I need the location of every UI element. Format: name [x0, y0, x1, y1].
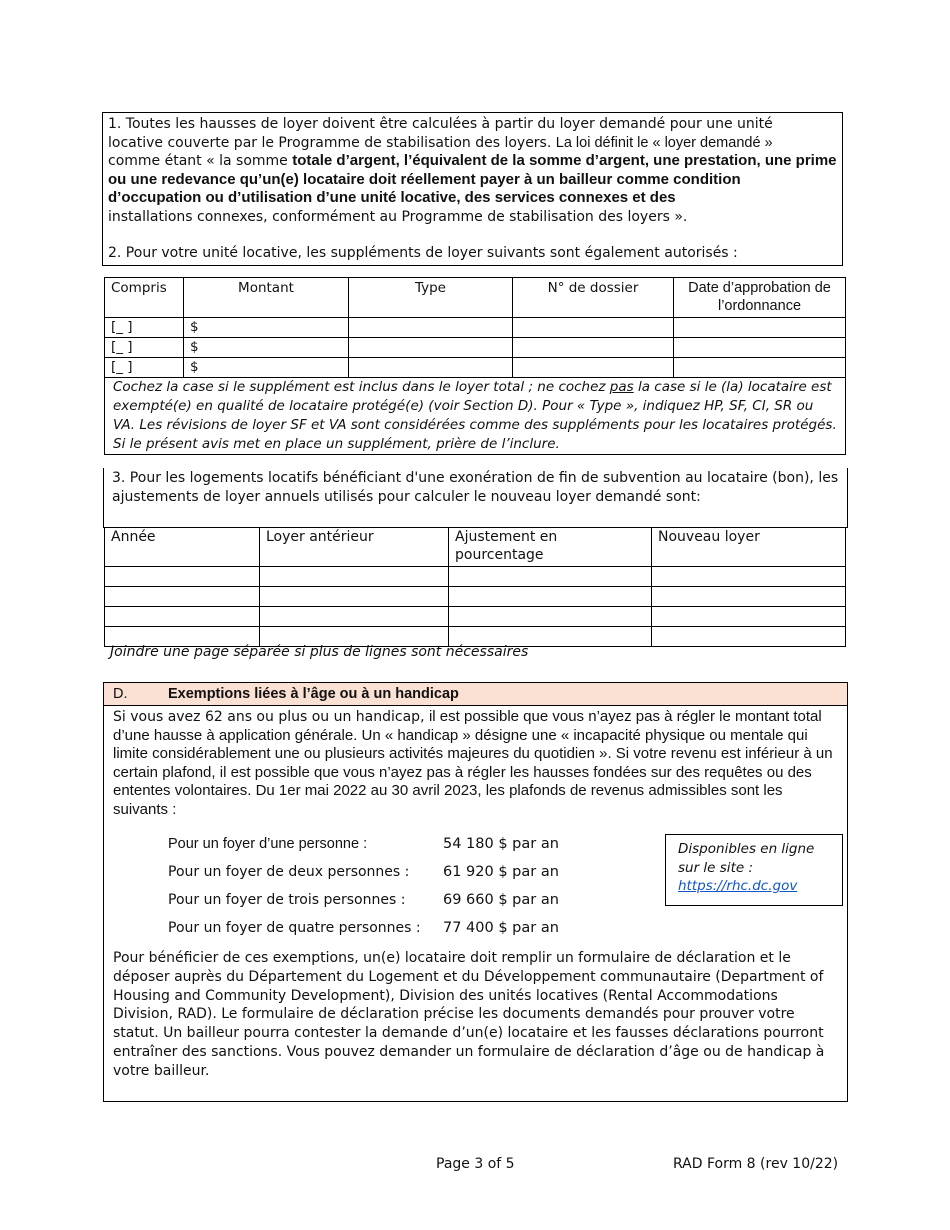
year-field[interactable]: [105, 587, 260, 607]
note-part-b: la case si le (la) locataire est exempté(e) en qualité de locataire protégé(e) (voir Section D). Pour « Type », indiquez HP, SF, CI, SR ou VA. Les révisions de loyer SF et VA sont considérées comme des suppléments pour les locataires protégés. Si le présent avis met en place un supplément, prière de l’inclure.: [113, 379, 837, 452]
section-title: Exemptions liées à l’âge ou à un handicap: [168, 686, 459, 702]
col-type: Type: [349, 278, 513, 318]
amount-field[interactable]: $: [184, 358, 349, 378]
include-checkbox[interactable]: [_ ]: [105, 358, 184, 378]
include-checkbox[interactable]: [_ ]: [105, 338, 184, 358]
year-field[interactable]: [105, 607, 260, 627]
section-3-voucher-box: 3. Pour les logements locatifs bénéficiant d'une exonération de fin de subvention au locataire (bon), les ajustements de loyer annuels utilisés pour calculer le nouveau loyer demandé sont:: [103, 468, 848, 528]
supplements-note: [105, 378, 846, 455]
col-date-approbation: Date d’approbation de l’ordonnance: [674, 278, 846, 318]
col-nouveau-loyer: Nouveau loyer: [652, 528, 846, 567]
section-1-bold-definition: totale d’argent, l’équivalent de la somme d’argent, une prestation, une prime ou une redevance qu’un(e) locataire doit réellement payer à un bailleur comme condition d’occupation ou d’utilisation d’une unité locative, des services connexes et des: [108, 152, 837, 206]
page-number: Page 3 of 5: [436, 1156, 515, 1172]
household-size-label: Pour un foyer de deux personnes :: [168, 864, 410, 880]
income-limit-value: 69 660 $ par an: [443, 892, 559, 908]
case-number-field[interactable]: [513, 318, 674, 338]
section-1-line1: 1. Toutes les hausses de loyer doivent être calculées à partir du loyer demandé pour une unité: [108, 116, 773, 132]
col-ajustement: Ajustement en pourcentage: [449, 528, 652, 567]
section-2-intro: 2. Pour votre unité locative, les suppléments de loyer suivants sont également autorisés :: [108, 245, 738, 261]
online-text: Disponibles en ligne sur le site :: [678, 841, 815, 876]
supplements-note-row: [105, 378, 846, 455]
year-field[interactable]: [105, 567, 260, 587]
percent-adjustment-field[interactable]: [449, 587, 652, 607]
previous-rent-field[interactable]: [260, 567, 449, 587]
col-compris: Compris: [105, 278, 184, 318]
amount-field[interactable]: $: [184, 338, 349, 358]
new-rent-field[interactable]: [652, 607, 846, 627]
col-montant: Montant: [184, 278, 349, 318]
previous-rent-field[interactable]: [260, 607, 449, 627]
supplements-table: [104, 277, 846, 455]
case-number-field[interactable]: [513, 338, 674, 358]
income-limit-row: [168, 892, 559, 908]
intro-part-a: Si vous avez 62 ans ou plus ou un handicap,: [113, 709, 429, 725]
supplement-row: [105, 358, 846, 378]
adjustment-row: [105, 567, 846, 587]
section-1-line2b: La loi définit le « loyer demandé »: [555, 134, 773, 151]
supplement-row: [105, 338, 846, 358]
case-number-field[interactable]: [513, 358, 674, 378]
section-d-intro: [104, 706, 847, 819]
type-field[interactable]: [349, 338, 513, 358]
section-letter: D.: [113, 686, 128, 702]
section-1-line-end: installations connexes, conformément au Programme de stabilisation des loyers ».: [108, 208, 688, 225]
col-dossier: N° de dossier: [513, 278, 674, 318]
new-rent-field[interactable]: [652, 627, 846, 647]
form-revision: RAD Form 8 (rev 10/22): [673, 1156, 839, 1172]
percent-adjustment-field[interactable]: [449, 567, 652, 587]
adjustment-row: [105, 587, 846, 607]
section-1-definition: [108, 152, 837, 208]
new-rent-field[interactable]: [652, 587, 846, 607]
section-d-declaration-text: Pour bénéficier de ces exemptions, un(e) locataire doit remplir un formulaire de déclaration et le déposer auprès du Département du Logement et du Développement communautaire (Department of Housing and Community Development), Division des unités locatives (Rental Accommodations Division, RAD). Le formulaire de déclaration précise les documents demandés pour prouver votre statut. Un bailleur pourra contester la demande d’un(e) locataire et les fausses déclarations pourront entraîner des sanctions. Vous pouvez demander un formulaire de déclaration d’âge ou de handicap à votre bailleur.: [113, 950, 825, 1079]
col-annee: Année: [105, 528, 260, 567]
note-part-a: Cochez la case si le supplément est inclus dans le loyer total ; ne cochez: [113, 379, 610, 395]
new-rent-field[interactable]: [652, 567, 846, 587]
household-size-label: Pour un foyer de quatre personnes :: [168, 920, 421, 936]
online-availability-box: [665, 834, 843, 906]
include-checkbox[interactable]: [_ ]: [105, 318, 184, 338]
approval-date-field[interactable]: [674, 318, 846, 338]
type-field[interactable]: [349, 318, 513, 338]
income-limit-row: [168, 836, 559, 852]
previous-rent-field[interactable]: [260, 587, 449, 607]
adjustments-note: Joindre une page séparée si plus de lignes sont nécessaires: [110, 644, 529, 660]
rent-adjustments-table: [104, 527, 846, 647]
approval-date-field[interactable]: [674, 358, 846, 378]
col-loyer-anterieur: Loyer antérieur: [260, 528, 449, 567]
section-d-header: [104, 683, 847, 706]
amount-field[interactable]: $: [184, 318, 349, 338]
income-limit-value: 77 400 $ par an: [443, 920, 559, 936]
section-1-line3a: comme étant « la somme: [108, 153, 293, 169]
adjustments-header-row: [105, 528, 846, 567]
adjustment-row: [105, 607, 846, 627]
note-underlined-pas: pas: [609, 379, 634, 395]
income-limit-value: 54 180 $ par an: [443, 836, 559, 852]
type-field[interactable]: [349, 358, 513, 378]
supplement-row: [105, 318, 846, 338]
household-size-label: Pour un foyer d’une personne :: [168, 836, 368, 852]
household-size-label: Pour un foyer de trois personnes :: [168, 892, 406, 908]
percent-adjustment-field[interactable]: [449, 607, 652, 627]
rhc-website-link[interactable]: https://rhc.dc.gov: [678, 878, 798, 894]
approval-date-field[interactable]: [674, 338, 846, 358]
income-limit-row: [168, 864, 559, 880]
section-1-line2a: locative couverte par le Programme de stabilisation des loyers.: [108, 134, 556, 151]
section-1-rent-charged-box: [102, 112, 843, 266]
income-limit-value: 61 920 $ par an: [443, 864, 559, 880]
income-limit-row: [168, 920, 559, 936]
section-1-line2: [108, 134, 837, 153]
intro-part-b: il est possible que vous n’ayez pas à régler le montant total d’une hausse à application générale. Un « handicap » désigne une « incapacité physique ou mentale qui limite considérablement une ou plusieurs activités majeures du quotidien ». Si votre revenu est inférieur à un certain plafond, il est possible que vous n’ayez pas à régler les hausses fondées sur des requêtes ou des ententes volontaires. Du 1er mai 2022 au 30 avril 2023, les plafonds de revenus admissibles sont les suivants :: [113, 708, 833, 818]
supplements-header-row: [105, 278, 846, 318]
